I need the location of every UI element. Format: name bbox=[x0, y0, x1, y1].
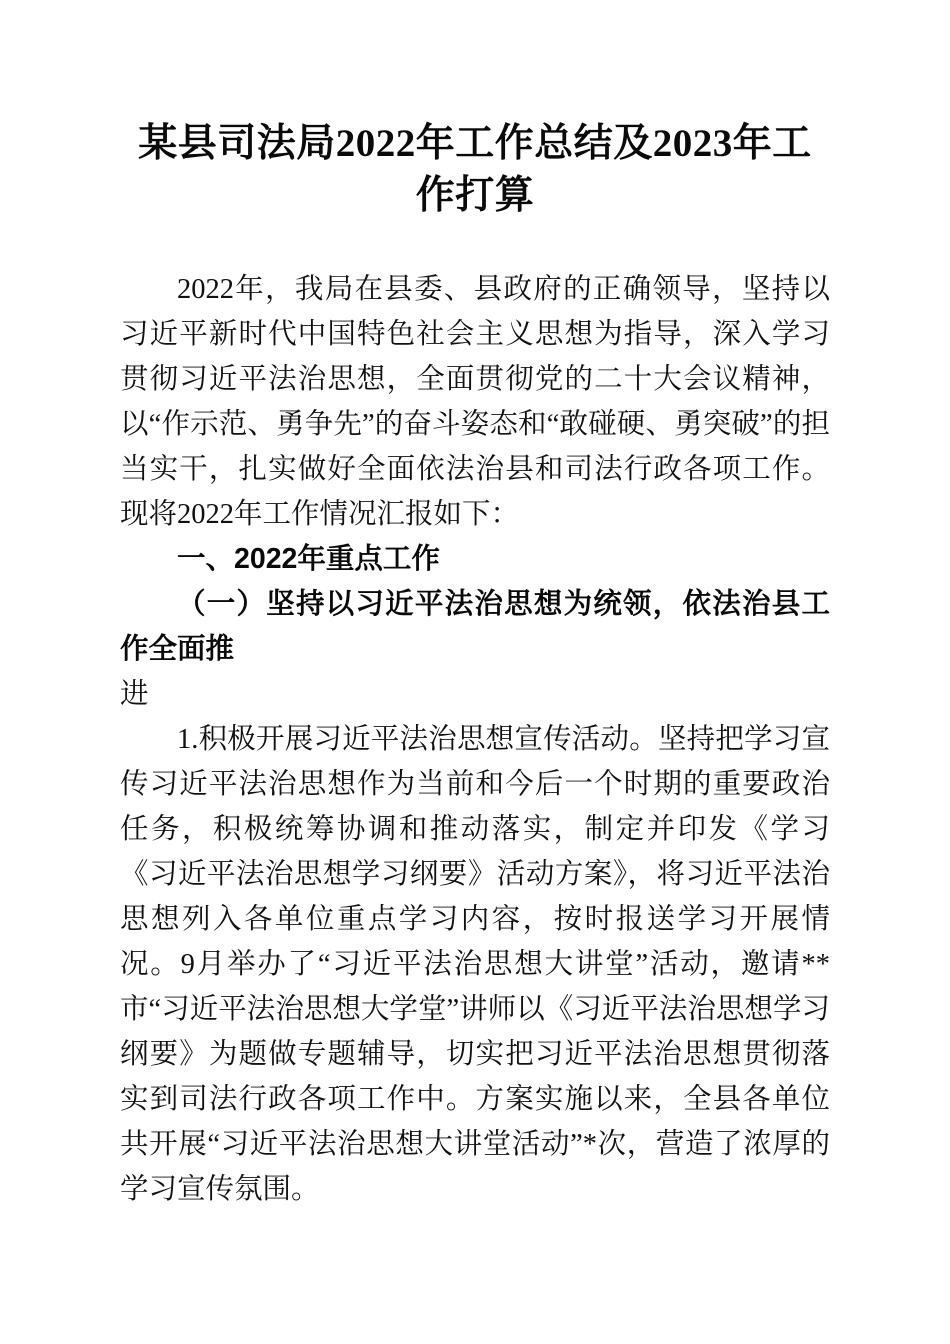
document-body bbox=[120, 0, 830, 1212]
opening-paragraph: 2022年，我局在县委、县政府的正确领导，坚持以习近平新时代中国特色社会主义思想为指导，深入学习贯彻习近平法治思想，全面贯彻党的二十大会议精神，以“作示范、勇争先”的奋斗姿态和“敢碰硬、勇突破”的担当实干，扎实做好全面依法治县和司法行政各项工作。现将2022年工作情况汇报如下： bbox=[120, 274, 830, 530]
section-heading-key-work-2022: 一、2022年重点工作 bbox=[177, 543, 440, 575]
body-paragraph-item-1: 1.积极开展习近平法治思想宣传活动。坚持把学习宣传习近平法治思想作为当前和今后一个时期的重要政治任务，积极统筹协调和推动落实，制定并印发《学习《习近平法治思想学习纲要》活动方案》，将习近平法治思想列入各单位重点学习内容，按时报送学习开展情况。9月举办了“习近平法治思想大讲堂”活动，邀请**市“习近平法治思想大学堂”讲师以《习近平法治思想学习纲要》为题做专题辅导，切实把习近平法治思想贯彻落实到司法行政各项工作中。方案实施以来，全县各单位共开展“习近平法治思想大讲堂活动”*次，营造了浓厚的学习宣传氛围。 bbox=[120, 724, 830, 1205]
subsection-heading-rule-of-law: （一）坚持以习近平法治思想为统领，依法治县工作全面推 bbox=[120, 589, 830, 665]
subsection-heading-rule-of-law-continuation: 进 bbox=[120, 679, 149, 710]
page-title: 某县司法局2022年工作总结及2023年工作打算 bbox=[138, 122, 812, 217]
